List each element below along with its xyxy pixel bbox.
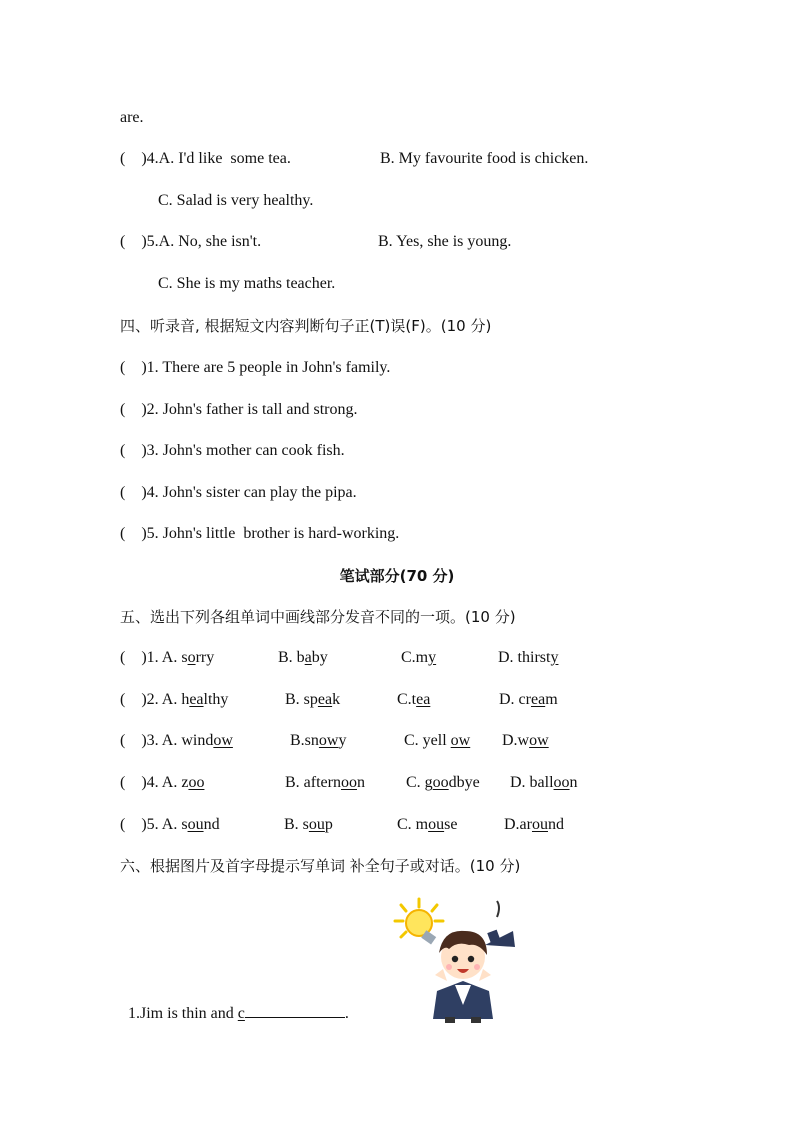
word-part: dbye	[448, 774, 480, 791]
underlined-letters: ea	[317, 691, 333, 708]
written-section-title: 笔试部分(70 分)	[339, 567, 455, 585]
option-a: ( )1. A. sorry	[120, 649, 215, 666]
word-part: B. s	[284, 816, 309, 833]
option-a: ( )3. A. window	[120, 732, 233, 749]
s4-item-1: ( )1. There are 5 people in John's family.	[120, 359, 391, 376]
word-part: B.sn	[290, 732, 319, 749]
option-d	[499, 691, 558, 709]
s3-item-5-option-c: C. She is my maths teacher.	[158, 275, 336, 292]
option-d	[498, 649, 558, 667]
option-b	[285, 691, 340, 709]
underlined-letters: y	[428, 649, 437, 666]
q1-prefix: 1.Jim is thin and	[128, 1005, 238, 1022]
word-part: m	[545, 691, 558, 708]
word-part: lthy	[203, 691, 229, 708]
option-a: ( )4. A. zoo	[120, 774, 205, 791]
word-part: B. sp	[285, 691, 318, 708]
underlined-letters: ow	[318, 732, 339, 749]
underlined-letters: ea	[189, 691, 204, 708]
word-part: n	[356, 774, 365, 791]
s3-item-5-paren: ( )5.A. No, she isn't.	[120, 233, 262, 250]
boy-figure	[433, 931, 493, 1023]
option-b	[285, 774, 365, 792]
q1-first-letter: c	[237, 1005, 245, 1022]
word-part: C.m	[401, 649, 429, 666]
word-part: C. yell	[404, 732, 451, 749]
s3-item-4-paren: ( )4.A. I'd like some tea.	[120, 150, 291, 167]
underlined-letters: ou	[308, 816, 325, 833]
option-b	[290, 732, 346, 750]
underlined-letters: ou	[428, 816, 445, 833]
word-part: D. cr	[499, 691, 531, 708]
s4-item-5: ( )5. John's little brother is hard-working.	[120, 525, 400, 542]
s4-item-3: ( )3. John's mother can cook fish.	[120, 442, 345, 459]
underlined-letters: ow	[450, 732, 471, 749]
option-d	[510, 774, 578, 792]
word-part: C. g	[406, 774, 433, 791]
underlined-letters: ou	[531, 816, 548, 833]
s4-item-4: ( )4. John's sister can play the pipa.	[120, 484, 357, 501]
s3-item-5-option-b: B. Yes, she is young.	[378, 233, 512, 250]
word-part: B. aftern	[285, 774, 341, 791]
option-d	[504, 816, 564, 834]
word-part: z	[181, 774, 189, 791]
word-part: nd	[547, 816, 564, 833]
s3-item-4-option-b: B. My favourite food is chicken.	[380, 150, 589, 167]
word-part: h	[181, 691, 190, 708]
word-part: B. b	[278, 649, 305, 666]
underlined-letters: ou	[187, 816, 204, 833]
mortarboard-cap-icon	[485, 901, 515, 947]
underlined-letters: oo	[340, 774, 357, 791]
option-c	[406, 774, 480, 792]
section6-heading: 六、根据图片及首字母提示写单词 补全句子或对话。(10 分)	[120, 857, 521, 875]
section4-heading: 四、听录音, 根据短文内容判断句子正(T)误(F)。(10 分)	[120, 317, 492, 335]
word-part: D.ar	[504, 816, 532, 833]
word-part: D. thirst	[498, 649, 551, 666]
word-part: nd	[203, 816, 220, 833]
word-part: se	[444, 816, 458, 833]
underlined-letters: ea	[530, 691, 546, 708]
word-part: n	[569, 774, 578, 791]
intro-tail: are.	[120, 109, 144, 126]
word-part: rry	[195, 649, 215, 666]
word-part: p	[324, 816, 333, 833]
lightbulb-icon	[395, 899, 443, 945]
answer-blank[interactable]	[245, 1002, 345, 1018]
option-a: ( )2. A. healthy	[120, 691, 229, 708]
underlined-letters: oo	[553, 774, 570, 791]
option-d	[502, 732, 549, 750]
word-part: s	[181, 649, 188, 666]
word-part: by	[311, 649, 328, 666]
option-a: ( )5. A. sound	[120, 816, 220, 833]
s4-item-2: ( )2. John's father is tall and strong.	[120, 401, 358, 418]
word-part: C. m	[397, 816, 429, 833]
underlined-letters: ow	[529, 732, 549, 749]
word-part: D.w	[502, 732, 530, 749]
word-part: wind	[181, 732, 214, 749]
option-c	[397, 691, 430, 709]
underlined-letters: y	[550, 649, 559, 666]
option-c	[404, 732, 470, 750]
s6-question-1	[120, 982, 349, 1024]
word-part: s	[181, 816, 188, 833]
word-part: D. ball	[510, 774, 554, 791]
word-part: C.t	[397, 691, 417, 708]
underlined-letters: o	[187, 649, 196, 666]
s3-item-4-option-c: C. Salad is very healthy.	[158, 192, 314, 209]
q1-suffix: .	[344, 1005, 349, 1022]
underlined-letters: ow	[213, 732, 233, 749]
underlined-letters: ea	[416, 691, 431, 708]
word-part: y	[338, 732, 347, 749]
word-part: k	[332, 691, 341, 708]
graduate-boy-lightbulb-illustration	[393, 895, 523, 1025]
underlined-letters: oo	[188, 774, 205, 791]
option-b	[278, 649, 328, 667]
option-b	[284, 816, 333, 834]
underlined-letters: a	[304, 649, 312, 666]
option-c	[401, 649, 436, 667]
underlined-letters: oo	[432, 774, 449, 791]
option-c	[397, 816, 457, 834]
section5-heading: 五、选出下列各组单词中画线部分发音不同的一项。(10 分)	[120, 608, 516, 626]
